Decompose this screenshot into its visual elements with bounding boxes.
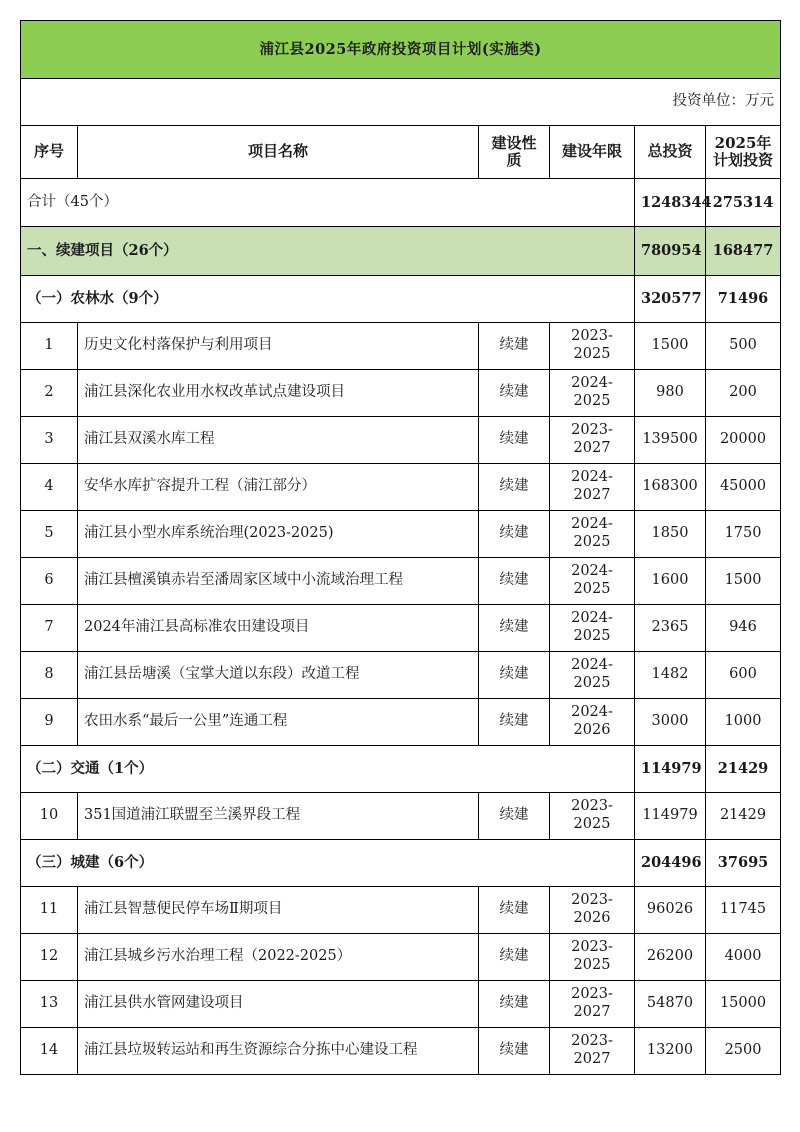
project-plan-investment: 21429: [706, 793, 781, 840]
table-row: [21, 511, 781, 558]
project-name: 浦江县深化农业用水权改革试点建设项目: [78, 370, 479, 417]
subsection-label: （一）农林水（9个）: [21, 276, 635, 323]
project-build-type: 续建: [479, 887, 550, 934]
subsection-label: （二）交通（1个）: [21, 746, 635, 793]
project-build-type: 续建: [479, 511, 550, 558]
project-plan-investment: 15000: [706, 981, 781, 1028]
project-sequence: 5: [21, 511, 78, 558]
subsection-plan-investment: 21429: [706, 746, 781, 793]
project-sequence: 1: [21, 323, 78, 370]
unit-note: 投资单位：万元: [21, 79, 781, 126]
table-row: [21, 793, 781, 840]
project-build-term: 2023-2026: [550, 887, 635, 934]
title-row: [21, 21, 781, 79]
subsection-row: [21, 276, 781, 323]
project-build-term: 2023-2027: [550, 1028, 635, 1075]
project-sequence: 10: [21, 793, 78, 840]
section-plan-investment: 168477: [706, 227, 781, 276]
project-name: 浦江县岳塘溪（宝掌大道以东段）改道工程: [78, 652, 479, 699]
project-total-investment: 139500: [635, 417, 706, 464]
table-row: [21, 323, 781, 370]
project-total-investment: 1482: [635, 652, 706, 699]
project-sequence: 2: [21, 370, 78, 417]
table-row: [21, 370, 781, 417]
project-plan-investment: 500: [706, 323, 781, 370]
project-total-investment: 2365: [635, 605, 706, 652]
grand-total-investment: 1248344: [635, 179, 706, 227]
grand-total-plan-investment: 275314: [706, 179, 781, 227]
project-sequence: 4: [21, 464, 78, 511]
project-build-type: 续建: [479, 1028, 550, 1075]
project-build-type: 续建: [479, 699, 550, 746]
grand-total-label: 合计（45个）: [21, 179, 635, 227]
project-build-term: 2024-2027: [550, 464, 635, 511]
project-name: 浦江县城乡污水治理工程（2022-2025）: [78, 934, 479, 981]
project-plan-investment: 200: [706, 370, 781, 417]
subsection-total-investment: 320577: [635, 276, 706, 323]
table-row: [21, 1028, 781, 1075]
table-row: [21, 558, 781, 605]
project-name: 浦江县供水管网建设项目: [78, 981, 479, 1028]
project-build-term: 2023-2025: [550, 793, 635, 840]
project-plan-investment: 11745: [706, 887, 781, 934]
project-plan-investment: 1750: [706, 511, 781, 558]
project-plan-investment: 45000: [706, 464, 781, 511]
project-name: 351国道浦江联盟至兰溪界段工程: [78, 793, 479, 840]
project-total-investment: 54870: [635, 981, 706, 1028]
project-sequence: 9: [21, 699, 78, 746]
project-name: 浦江县小型水库系统治理(2023-2025): [78, 511, 479, 558]
project-sequence: 7: [21, 605, 78, 652]
project-name: 2024年浦江县高标准农田建设项目: [78, 605, 479, 652]
subsection-plan-investment: 71496: [706, 276, 781, 323]
project-build-term: 2024-2025: [550, 558, 635, 605]
project-build-term: 2024-2025: [550, 370, 635, 417]
project-plan-investment: 4000: [706, 934, 781, 981]
project-total-investment: 168300: [635, 464, 706, 511]
table-row: [21, 417, 781, 464]
project-build-type: 续建: [479, 464, 550, 511]
column-header-plan: 2025年计划投资: [706, 126, 781, 179]
project-build-term: 2024-2026: [550, 699, 635, 746]
project-name: 浦江县智慧便民停车场Ⅱ期项目: [78, 887, 479, 934]
investment-plan-table: [20, 20, 781, 1075]
project-sequence: 14: [21, 1028, 78, 1075]
column-header-term: 建设年限: [550, 126, 635, 179]
table-row: [21, 887, 781, 934]
column-header-name: 项目名称: [78, 126, 479, 179]
project-total-investment: 26200: [635, 934, 706, 981]
project-plan-investment: 1000: [706, 699, 781, 746]
grand-total-row: [21, 179, 781, 227]
project-build-type: 续建: [479, 558, 550, 605]
project-sequence: 3: [21, 417, 78, 464]
project-build-type: 续建: [479, 981, 550, 1028]
table-row: [21, 652, 781, 699]
project-total-investment: 1600: [635, 558, 706, 605]
column-header-row: [21, 126, 781, 179]
subsection-total-investment: 204496: [635, 840, 706, 887]
section-label: 一、续建项目（26个）: [21, 227, 635, 276]
project-name: 农田水系“最后一公里”连通工程: [78, 699, 479, 746]
table-row: [21, 699, 781, 746]
column-header-type: 建设性质: [479, 126, 550, 179]
table-row: [21, 605, 781, 652]
project-plan-investment: 946: [706, 605, 781, 652]
column-header-seq: 序号: [21, 126, 78, 179]
project-build-type: 续建: [479, 417, 550, 464]
section-row: [21, 227, 781, 276]
project-build-term: 2023-2027: [550, 981, 635, 1028]
project-sequence: 12: [21, 934, 78, 981]
section-total-investment: 780954: [635, 227, 706, 276]
subsection-row: [21, 746, 781, 793]
project-name: 浦江县双溪水库工程: [78, 417, 479, 464]
project-plan-investment: 2500: [706, 1028, 781, 1075]
unit-note-row: [21, 79, 781, 126]
project-build-type: 续建: [479, 323, 550, 370]
project-name: 安华水库扩容提升工程（浦江部分）: [78, 464, 479, 511]
column-header-total: 总投资: [635, 126, 706, 179]
table-row: [21, 981, 781, 1028]
project-build-type: 续建: [479, 793, 550, 840]
project-plan-investment: 600: [706, 652, 781, 699]
project-build-term: 2023-2027: [550, 417, 635, 464]
project-plan-investment: 1500: [706, 558, 781, 605]
project-build-type: 续建: [479, 934, 550, 981]
project-sequence: 11: [21, 887, 78, 934]
subsection-plan-investment: 37695: [706, 840, 781, 887]
project-name: 历史文化村落保护与利用项目: [78, 323, 479, 370]
project-build-term: 2023-2025: [550, 323, 635, 370]
project-build-type: 续建: [479, 605, 550, 652]
project-build-term: 2024-2025: [550, 511, 635, 558]
project-build-term: 2023-2025: [550, 934, 635, 981]
project-sequence: 13: [21, 981, 78, 1028]
table-row: [21, 934, 781, 981]
project-sequence: 6: [21, 558, 78, 605]
project-name: 浦江县垃圾转运站和再生资源综合分拣中心建设工程: [78, 1028, 479, 1075]
subsection-label: （三）城建（6个）: [21, 840, 635, 887]
project-total-investment: 980: [635, 370, 706, 417]
project-total-investment: 13200: [635, 1028, 706, 1075]
subsection-total-investment: 114979: [635, 746, 706, 793]
project-plan-investment: 20000: [706, 417, 781, 464]
project-total-investment: 3000: [635, 699, 706, 746]
project-total-investment: 1500: [635, 323, 706, 370]
project-build-type: 续建: [479, 652, 550, 699]
project-total-investment: 114979: [635, 793, 706, 840]
project-build-type: 续建: [479, 370, 550, 417]
project-sequence: 8: [21, 652, 78, 699]
project-build-term: 2024-2025: [550, 605, 635, 652]
subsection-row: [21, 840, 781, 887]
project-build-term: 2024-2025: [550, 652, 635, 699]
project-name: 浦江县檀溪镇赤岩至潘周家区域中小流域治理工程: [78, 558, 479, 605]
table-row: [21, 464, 781, 511]
page-title: 浦江县2025年政府投资项目计划(实施类): [21, 21, 781, 79]
project-total-investment: 1850: [635, 511, 706, 558]
project-total-investment: 96026: [635, 887, 706, 934]
